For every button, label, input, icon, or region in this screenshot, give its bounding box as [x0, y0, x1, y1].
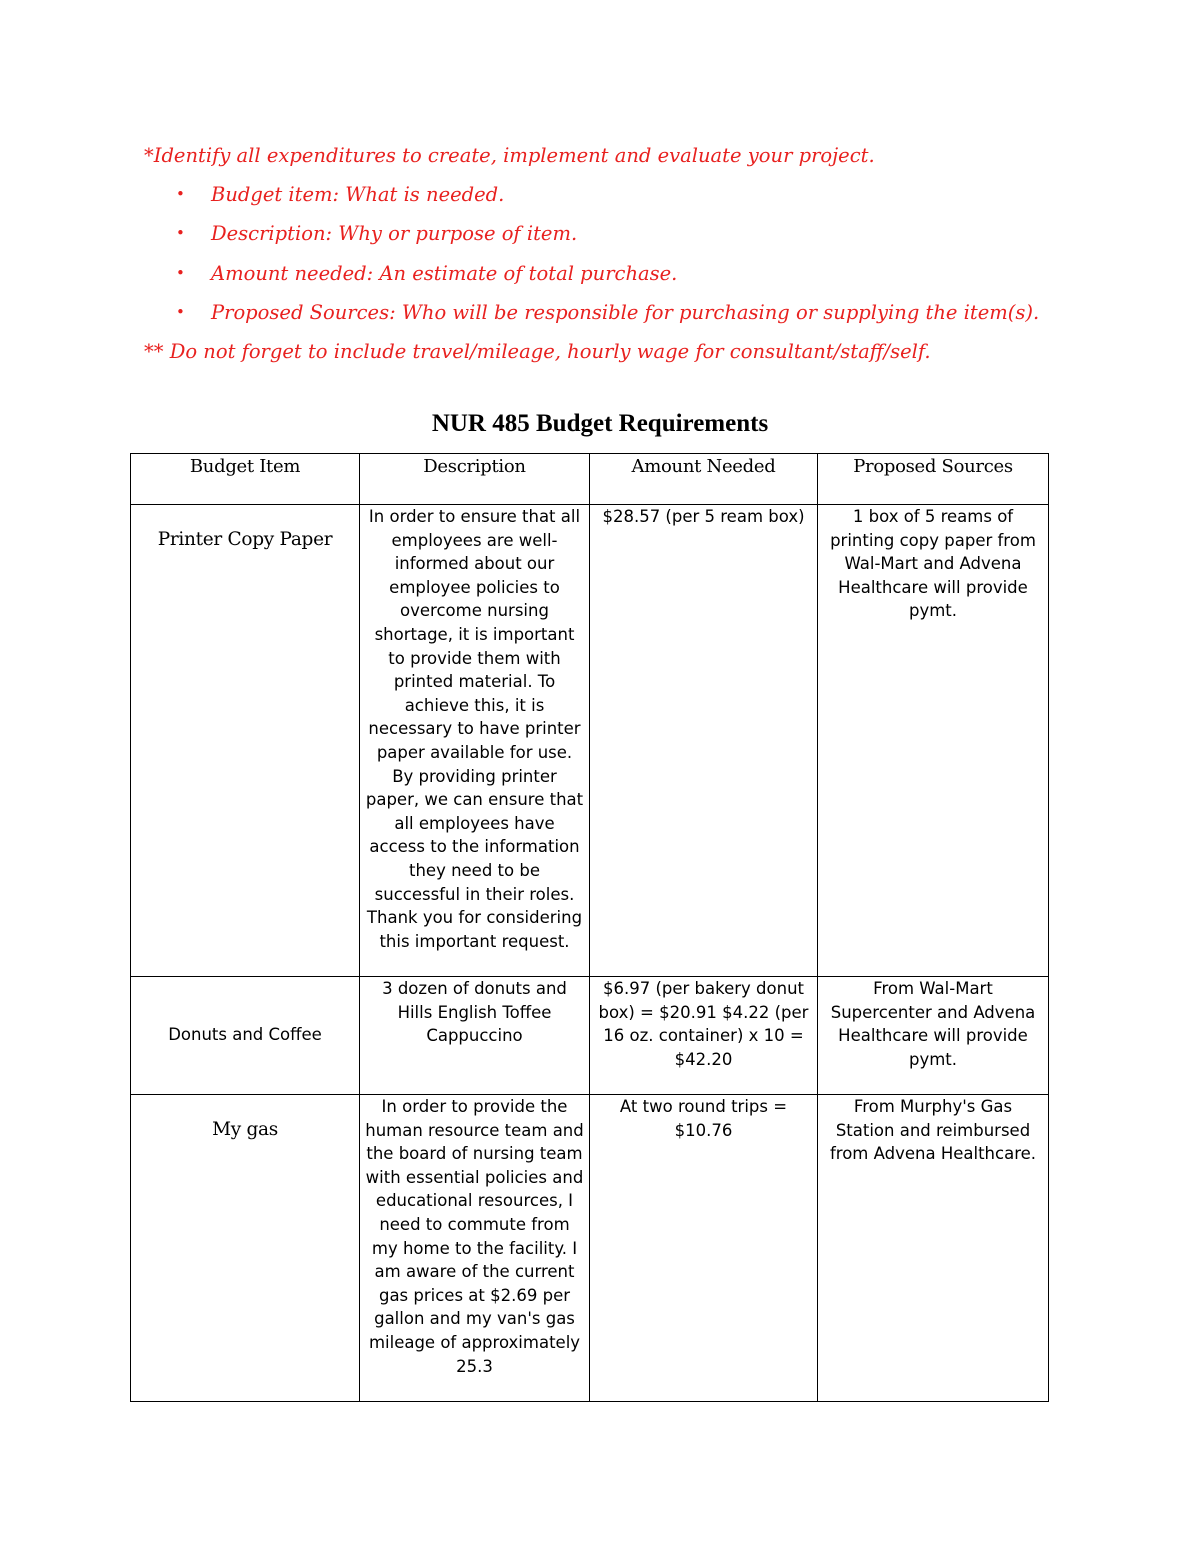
- amount-cell: $6.97 (per bakery donut box) = $20.91 $4.22 (per 16 oz. container) x 10 = $42.20: [590, 977, 818, 1095]
- column-header-budget-item: Budget Item: [131, 454, 360, 505]
- amount-cell: At two round trips = $10.76: [590, 1095, 818, 1402]
- description-cell: In order to ensure that all employees are well-informed about our employee policies to overcome nursing shortage, it is important to provide them with printed material. To achieve this, it is necessary to have printer paper available for use. By providing printer paper, we can ensure that all employees have access to the information they need to be successful in their roles. Thank you for considering this important request.: [360, 505, 590, 977]
- budget-table: [130, 453, 1049, 1402]
- instruction-text: Description: Why or purpose of item.: [211, 222, 578, 246]
- instruction-text: Amount needed: An estimate of total purchase.: [211, 261, 678, 285]
- table-row: [131, 977, 1049, 1095]
- bullet-icon: •: [176, 185, 185, 204]
- instruction-text: Proposed Sources: Who will be responsible for purchasing or supplying the item(s).: [211, 300, 1040, 324]
- column-header-description: Description: [360, 454, 590, 505]
- budget-item-cell: My gas: [131, 1095, 360, 1402]
- table-header-row: [131, 454, 1049, 505]
- table-row: [131, 505, 1049, 977]
- budget-item-cell: Printer Copy Paper: [131, 505, 360, 977]
- description-cell: 3 dozen of donuts and Hills English Toffee Cappuccino: [360, 977, 590, 1095]
- sources-cell: From Wal-Mart Supercenter and Advena Healthcare will provide pymt.: [818, 977, 1049, 1095]
- description-cell: In order to provide the human resource team and the board of nursing team with essential policies and educational resources, I need to commute from my home to the facility. I am aware of the current gas prices at $2.69 per gallon and my van's gas mileage of approximately 25.3: [360, 1095, 590, 1402]
- instruction-bullet-amount-needed: [144, 254, 1084, 293]
- sources-cell: From Murphy's Gas Station and reimbursed from Advena Healthcare.: [818, 1095, 1049, 1402]
- column-header-proposed-sources: Proposed Sources: [818, 454, 1049, 505]
- instructions-note: ** Do not forget to include travel/mileage, hourly wage for consultant/staff/self.: [144, 340, 931, 364]
- bullet-icon: •: [176, 263, 185, 282]
- bullet-icon: •: [176, 224, 185, 243]
- column-header-amount-needed: Amount Needed: [590, 454, 818, 505]
- instruction-bullet-description: [144, 214, 1084, 253]
- instruction-bullet-proposed-sources: [144, 293, 1084, 332]
- sources-cell: 1 box of 5 reams of printing copy paper from Wal-Mart and Advena Healthcare will provide pymt.: [818, 505, 1049, 977]
- instructions-list: [144, 175, 1084, 332]
- budget-item-cell: Donuts and Coffee: [131, 977, 360, 1095]
- instruction-text: Budget item: What is needed.: [211, 183, 505, 207]
- instructions-intro: *Identify all expenditures to create, implement and evaluate your project.: [144, 144, 875, 167]
- bullet-icon: •: [176, 302, 185, 321]
- instruction-bullet-budget-item: [144, 175, 1084, 214]
- table-row: [131, 1095, 1049, 1402]
- page-title: NUR 485 Budget Requirements: [431, 410, 769, 437]
- instructions-block: [144, 136, 1084, 371]
- amount-cell: $28.57 (per 5 ream box): [590, 505, 818, 977]
